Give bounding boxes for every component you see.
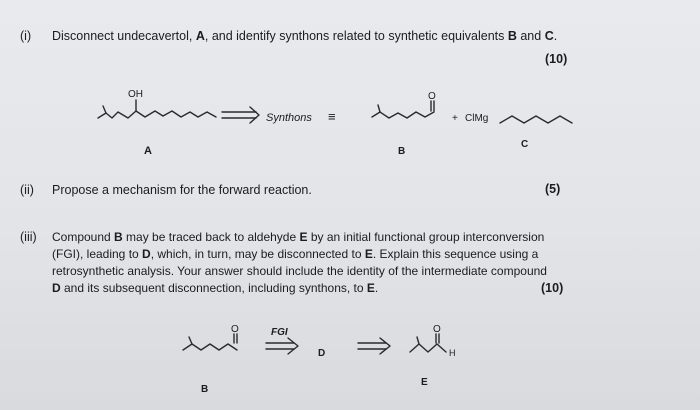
clmg-label: ClMg [465, 113, 489, 124]
label-C: C [521, 139, 529, 150]
label-D: D [318, 348, 326, 359]
fgi-label: FGI [271, 327, 288, 338]
aldehyde-h-label: H [449, 348, 456, 358]
label-B-lower: B [201, 384, 209, 395]
equivalence-symbol: ≡ [328, 109, 336, 124]
question-1-text: Disconnect undecavertol, A, and identify synthons related to synthetic equivalents B and C. [52, 29, 558, 43]
molecule-B-structure-lower [183, 334, 237, 350]
oxygen-label-B-lower: O [231, 324, 239, 335]
fgi-arrow [266, 338, 298, 354]
question-3-text: Compound B may be traced back to aldehyde E by an initial functional group interconversion (FGI), leading to D, which, in turn, may be disconnected to E. Explain this sequence using a retrosynthetic analysis. Your answer should include the identity of the intermediate compound D and its subsequent disconnection, including synthons, to E. [52, 230, 547, 295]
question-3-number: (iii) [20, 230, 37, 244]
oxygen-label-E: O [433, 324, 441, 335]
question-2-text: Propose a mechanism for the forward reaction. [52, 183, 312, 197]
molecule-B-structure [372, 101, 434, 118]
retrosynthesis-arrow-1 [222, 107, 259, 123]
plus-sign: + [452, 113, 458, 124]
question-2-number: (ii) [20, 183, 34, 197]
molecule-C-structure [500, 116, 572, 123]
question-3-marks: (10) [541, 281, 564, 295]
synthons-label: Synthons [266, 112, 312, 124]
retrosynthesis-arrow-2 [358, 338, 390, 354]
label-A: A [144, 145, 152, 157]
label-B: B [398, 146, 406, 157]
oxygen-label-B: O [428, 91, 436, 102]
question-1-marks: (10) [545, 52, 568, 66]
question-1-number: (i) [20, 29, 32, 43]
question-2-marks: (5) [545, 182, 561, 196]
molecule-E-structure [410, 334, 446, 352]
label-E: E [421, 377, 428, 388]
hydroxyl-label: OH [128, 89, 143, 100]
molecule-A-structure [98, 100, 216, 118]
